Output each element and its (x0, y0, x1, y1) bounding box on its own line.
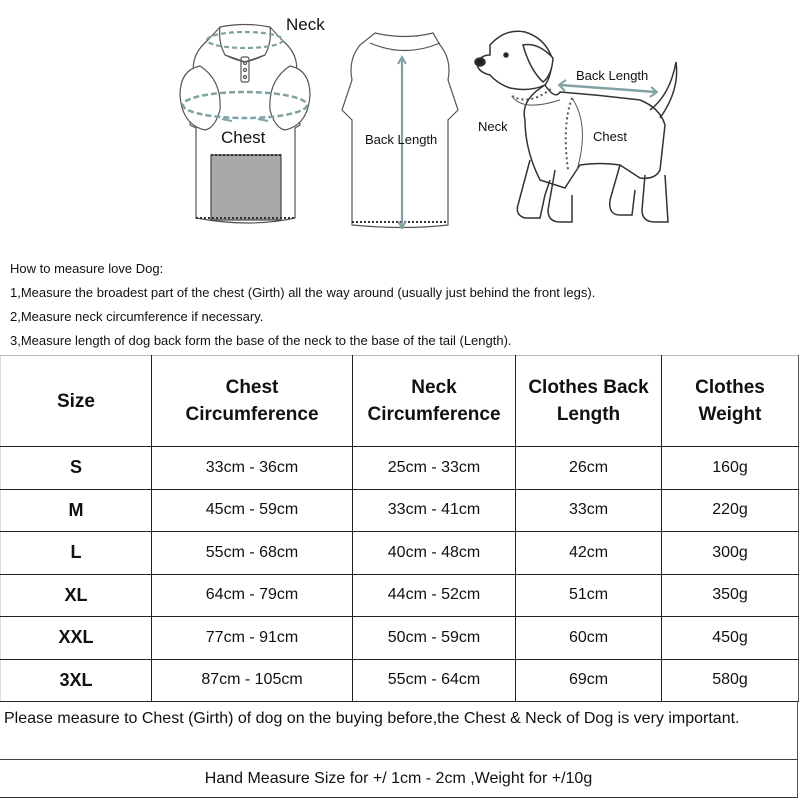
table-row (1, 617, 799, 660)
instruction-step: 2,Measure neck circumference if necessary. (10, 309, 264, 324)
shirt-neck-label: Neck (286, 15, 325, 34)
shirt-chest-label: Chest (221, 128, 266, 147)
dog-neck-label: Neck (478, 119, 508, 134)
measuring-instructions (10, 257, 790, 353)
header-neck: Neck Circumference (353, 356, 516, 447)
neck-cell: 44cm - 52cm (353, 574, 516, 617)
size-cell: XL (1, 574, 152, 617)
neck-cell: 25cm - 33cm (353, 447, 516, 490)
header-size: Size (1, 356, 152, 447)
tolerance-note: Hand Measure Size for +/ 1cm - 2cm ,Weight for +/10g (0, 760, 798, 798)
measurement-diagram-icon (0, 0, 800, 250)
measurement-note: Please measure to Chest (Girth) of dog on the buying before,the Chest & Neck of Dog is very important. (0, 701, 798, 760)
size-cell: M (1, 489, 152, 532)
table-row (1, 532, 799, 575)
table-row (1, 447, 799, 490)
table-row (1, 574, 799, 617)
header-weight: Clothes Weight (662, 356, 799, 447)
back-length-cell: 42cm (516, 532, 662, 575)
back-length-cell: 69cm (516, 659, 662, 702)
table-row (1, 659, 799, 702)
neck-cell: 55cm - 64cm (353, 659, 516, 702)
size-cell: 3XL (1, 659, 152, 702)
chest-cell: 77cm - 91cm (152, 617, 353, 660)
shirt-back-length-label: Back Length (365, 132, 438, 147)
instructions-title: How to measure love Dog: (10, 261, 164, 276)
weight-cell: 350g (662, 574, 799, 617)
shirt-front-illustration (180, 25, 310, 224)
table-row (1, 489, 799, 532)
header-chest: Chest Circumference (152, 356, 353, 447)
back-length-cell: 51cm (516, 574, 662, 617)
table-header-row (1, 356, 799, 447)
size-cell: XXL (1, 617, 152, 660)
back-length-cell: 60cm (516, 617, 662, 660)
weight-cell: 450g (662, 617, 799, 660)
neck-cell: 50cm - 59cm (353, 617, 516, 660)
measurement-illustrations (0, 0, 800, 250)
chest-cell: 55cm - 68cm (152, 532, 353, 575)
dog-back-length-label: Back Length (576, 68, 649, 83)
back-length-cell: 33cm (516, 489, 662, 532)
back-length-cell: 26cm (516, 447, 662, 490)
weight-cell: 300g (662, 532, 799, 575)
size-cell: S (1, 447, 152, 490)
chest-cell: 45cm - 59cm (152, 489, 353, 532)
instruction-step: 1,Measure the broadest part of the chest (Girth) all the way around (usually just behind the front legs). (10, 285, 596, 300)
dog-chest-label: Chest (593, 129, 627, 144)
size-cell: L (1, 532, 152, 575)
size-chart-table (0, 355, 799, 702)
chest-cell: 33cm - 36cm (152, 447, 353, 490)
weight-cell: 580g (662, 659, 799, 702)
header-back-length: Clothes Back Length (516, 356, 662, 447)
neck-cell: 40cm - 48cm (353, 532, 516, 575)
weight-cell: 160g (662, 447, 799, 490)
chest-cell: 64cm - 79cm (152, 574, 353, 617)
chest-cell: 87cm - 105cm (152, 659, 353, 702)
instruction-step: 3,Measure length of dog back form the base of the neck to the base of the tail (Length). (10, 333, 512, 348)
weight-cell: 220g (662, 489, 799, 532)
neck-cell: 33cm - 41cm (353, 489, 516, 532)
